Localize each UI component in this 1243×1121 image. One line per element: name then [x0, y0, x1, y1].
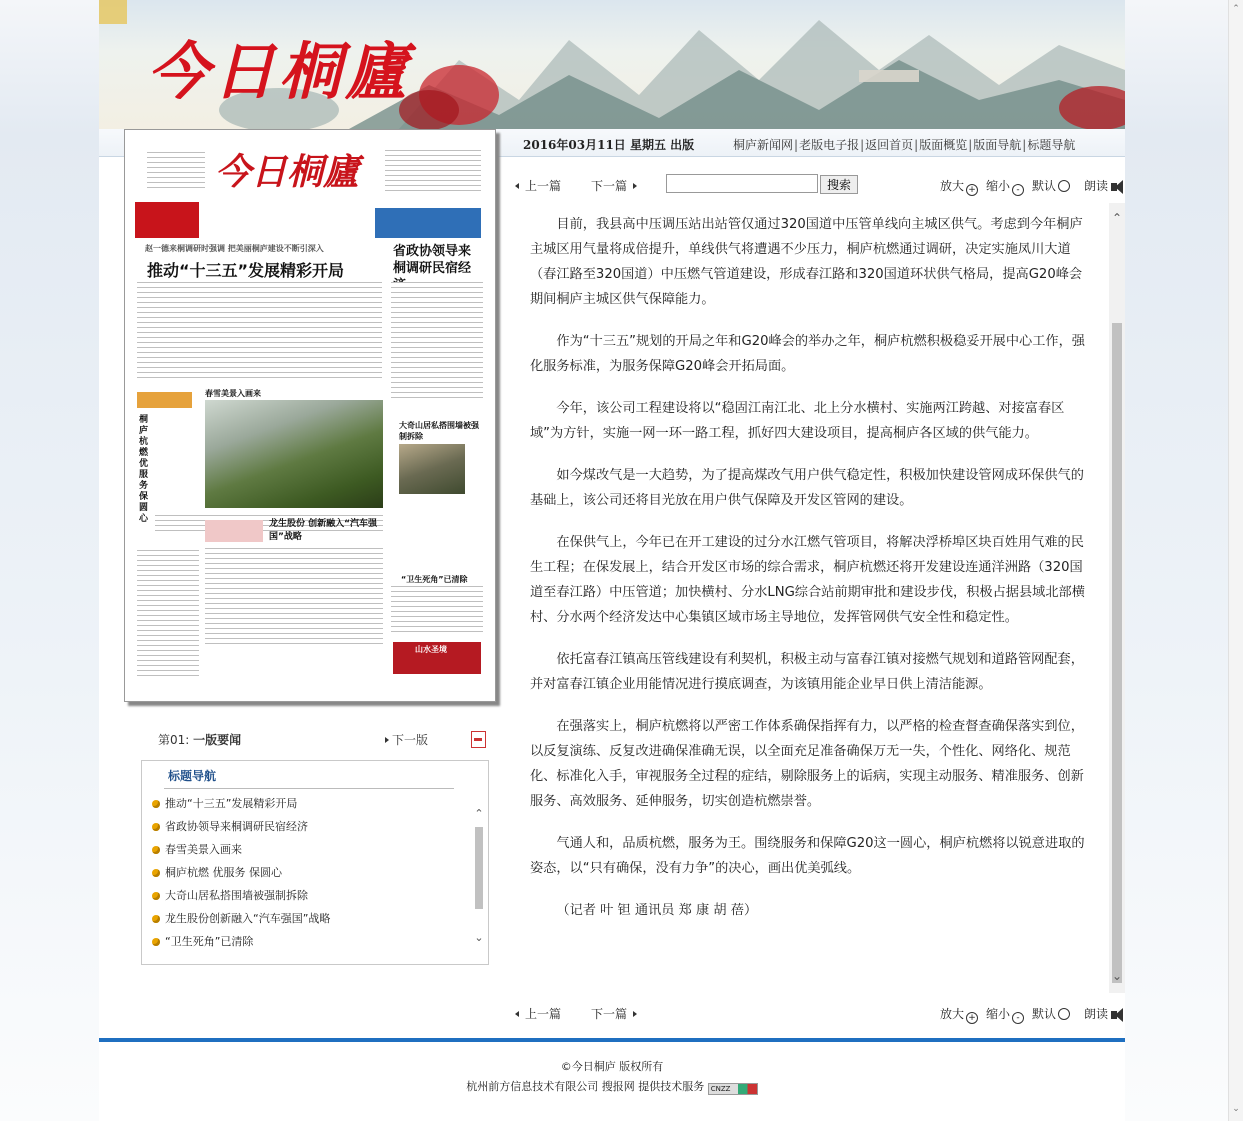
- article-paragraph: 在强落实上，桐庐杭燃将以严密工作体系确保指挥有力，以严格的检查督查确保落实到位，以反复演练、反复改进确保准确无误，以全面充足准备确保万无一失，个性化、网络化、规范化、标准化入手，审视服务全过程的症结，剔除服务上的诟病，实现主动服务、精准服务、创新服务、高效服务、延伸服务，切实创造杭燃崇誉。: [530, 719, 1084, 809]
- article-content: [511, 203, 1125, 993]
- footer-divider: [99, 1038, 1125, 1042]
- next-arrow-icon: [633, 183, 637, 189]
- prev-article-link[interactable]: 上一篇: [515, 177, 561, 194]
- article-paragraph: 作为“十三五”规划的开局之年和G20峰会的举办之年，桐庐杭燃积极稳妥开展中心工作，强化服务标准，为服务保障G20峰会开拓局面。: [530, 334, 1085, 374]
- title-nav-list: [152, 795, 472, 956]
- plus-icon: +: [966, 184, 978, 196]
- zoom-in-button[interactable]: 放大 +: [940, 177, 978, 196]
- window-scrollbar[interactable]: [1228, 0, 1243, 1121]
- search-button[interactable]: 搜索: [820, 175, 858, 194]
- paper-photo-caption: 春雪美景入画来: [205, 389, 261, 398]
- plus-icon: +: [966, 1012, 978, 1024]
- bullet-icon: [152, 800, 160, 808]
- newspaper-page-thumbnail[interactable]: [124, 129, 496, 702]
- bullet-icon: [152, 892, 160, 900]
- article-paragraph: 气通人和，品质杭燃，服务为王。围绕服务和保障G20这一圆心，桐庐杭燃将以锐意进取的姿态，以“只有确保，没有力争”的决心，画出优美弧线。: [530, 836, 1085, 876]
- bullet-icon: [152, 869, 160, 877]
- issue-date: 2016年03月11日 星期五 出版: [523, 138, 695, 152]
- list-item[interactable]: 龙生股份创新融入“汽车强国”战略: [152, 910, 472, 933]
- paper-ad-text: 山水圣境: [415, 645, 447, 654]
- scroll-up-icon[interactable]: ⌃: [474, 807, 484, 820]
- nav-news-site[interactable]: 桐庐新闻网: [733, 138, 794, 152]
- list-item[interactable]: 推动“十三五”发展精彩开局: [152, 795, 472, 818]
- title-nav-scrollbar[interactable]: [472, 801, 486, 951]
- zoom-in-button[interactable]: 放大 +: [940, 1005, 978, 1024]
- paper-story-small: “卫生死角”已清除: [401, 575, 468, 584]
- title-nav-panel: [141, 760, 489, 965]
- article-paragraph: 在保供气上，今年已在开工建设的过分水江燃气管项目，将解决浮桥埠区块百姓用气难的民生工程；在保发展上，结合开发区市场的综合需求，桐庐杭燃还将开发建设连通洋洲路（320国道至春江路）中压管道；加快横村、分水LNG综合站前期审批和建设步伐，积极占据县域北部横村、分水两个经济发达中心集镇区域市场主导地位，发挥管网供气安全性和稳定性。: [530, 535, 1085, 625]
- paper-red-banner: [135, 202, 199, 238]
- page-container: [99, 0, 1125, 1121]
- paper-side-text: 桐庐杭燃 优服务 保圆心: [139, 415, 149, 524]
- list-item[interactable]: 桐庐杭燃 优服务 保圆心: [152, 864, 472, 887]
- list-item[interactable]: 省政协领导来桐调研民宿经济: [152, 818, 472, 841]
- circle-icon: [1058, 1008, 1070, 1020]
- list-item[interactable]: 春雪美景入画来: [152, 841, 472, 864]
- article-paragraph: 依托富春江镇高压管线建设有利契机，积极主动与富春江镇对接燃气规划和道路管网配套，并对富春江镇企业用能情况进行摸底调查，为该镇用能企业早日供上清洁能源。: [530, 652, 1084, 692]
- footer: [99, 1057, 1125, 1097]
- scroll-down-icon[interactable]: ⌄: [474, 931, 484, 944]
- next-page-link[interactable]: 下一版: [392, 733, 429, 747]
- list-item[interactable]: “卫生死角”已清除: [152, 933, 472, 956]
- page-pager: [158, 731, 488, 748]
- zoom-out-button[interactable]: 缩小 -: [986, 177, 1024, 196]
- article-paragraph: 目前，我县高中压调压站出站管仅通过320国道中压管单线向主城区供气。考虑到今年桐庐主城区用气量将成倍提升，单线供气将遭遇不少压力，桐庐杭燃通过调研，决定实施凤川大道（春江路至320国道）中压燃气管道建设，形成春江路和320国道环状供气格局，提高G20峰会期间桐庐主城区供气保障能力。: [530, 217, 1083, 307]
- scroll-up-icon[interactable]: ⌃: [1111, 211, 1123, 225]
- paper-subhead: 赵一德来桐调研时强调 把美丽桐庐建设不断引深入: [145, 244, 324, 253]
- nav-home[interactable]: 返回首页: [865, 138, 914, 152]
- zoom-out-button[interactable]: 缩小 -: [986, 1005, 1024, 1024]
- article-toolbar-top: [511, 173, 1125, 197]
- next-article-link[interactable]: 下一篇: [591, 1005, 637, 1022]
- list-item[interactable]: 大奇山居私搭围墙被强制拆除: [152, 887, 472, 910]
- site-logo: 今日桐廬: [147, 35, 412, 108]
- search-input[interactable]: [666, 174, 818, 193]
- circle-icon: [1058, 180, 1070, 192]
- cnzz-badge[interactable]: CNZZ: [708, 1083, 758, 1095]
- nav-old-edition[interactable]: 老版电子报: [799, 138, 860, 152]
- scroll-down-icon[interactable]: ⌄: [1232, 1104, 1240, 1114]
- title-nav-heading: 标题导航: [168, 769, 217, 783]
- minus-icon: -: [1012, 1012, 1024, 1024]
- bullet-icon: [152, 823, 160, 831]
- bullet-icon: [152, 915, 160, 923]
- bullet-icon: [152, 846, 160, 854]
- minus-icon: -: [1012, 184, 1024, 196]
- article-toolbar-bottom: [511, 1001, 1125, 1025]
- scroll-down-icon[interactable]: ⌄: [1111, 969, 1123, 983]
- copyright: ©今日桐庐 版权所有: [560, 1060, 664, 1073]
- prev-arrow-icon: [515, 1011, 519, 1017]
- article-byline: （记者 叶 钽 通讯员 郑 康 胡 蓓）: [556, 903, 758, 918]
- scroll-up-icon[interactable]: ⌃: [1232, 4, 1240, 14]
- read-aloud-button[interactable]: 朗读: [1084, 177, 1117, 194]
- page-name[interactable]: 一版要闻: [193, 733, 242, 747]
- page-label: 第01:: [158, 733, 190, 747]
- paper-headline-main: 推动“十三五”发展精彩开局: [147, 261, 345, 280]
- prev-arrow-icon: [515, 183, 519, 189]
- bullet-icon: [152, 938, 160, 946]
- article-scrollbar[interactable]: [1109, 203, 1125, 993]
- paper-story-mid: 龙生股份 创新融入“汽车强国”战略: [269, 519, 378, 542]
- nav-page-overview[interactable]: 版面概览: [919, 138, 968, 152]
- prev-article-link[interactable]: 上一篇: [515, 1005, 561, 1022]
- article-paragraph: 今年，该公司工程建设将以“稳固江南江北、北上分水横村、实施两江跨越、对接富春区域”为方针，实施一网一环一路工程，抓好四大建设项目，提高桐庐各区域的供气能力。: [530, 401, 1065, 441]
- tech-provider[interactable]: 杭州前方信息技术有限公司 搜报网 提供技术服务: [466, 1080, 705, 1093]
- default-size-button[interactable]: 默认: [1032, 177, 1070, 194]
- pdf-icon[interactable]: [471, 731, 486, 748]
- paper-masthead: 今日桐廬: [215, 151, 360, 193]
- next-article-link[interactable]: 下一篇: [591, 177, 637, 194]
- default-size-button[interactable]: 默认: [1032, 1005, 1070, 1022]
- nav-page-nav[interactable]: 版面导航: [973, 138, 1022, 152]
- article-paragraph: 如今煤改气是一大趋势，为了提高煤改气用户供气稳定性，积极加快建设管网成环保供气的基础上，该公司还将目光放在用户供气保障及开发区管网的建设。: [530, 468, 1084, 508]
- read-aloud-button[interactable]: 朗读: [1084, 1005, 1117, 1022]
- paper-story-right: 大奇山居私搭围墙被强制拆除: [399, 421, 479, 441]
- top-nav: 桐庐新闻网|老版电子报|返回首页|版面概览|版面导航|标题导航: [733, 138, 1076, 152]
- next-arrow-icon: [633, 1011, 637, 1017]
- nav-title-nav[interactable]: 标题导航: [1027, 138, 1076, 152]
- speaker-icon: [1111, 1011, 1117, 1019]
- paper-headline-right: 省政协领导来桐调研民宿经: [393, 244, 472, 276]
- banner: [99, 0, 1125, 129]
- article-body: [511, 212, 1090, 940]
- paper-photo-snow: [205, 400, 383, 508]
- speaker-icon: [1111, 183, 1117, 191]
